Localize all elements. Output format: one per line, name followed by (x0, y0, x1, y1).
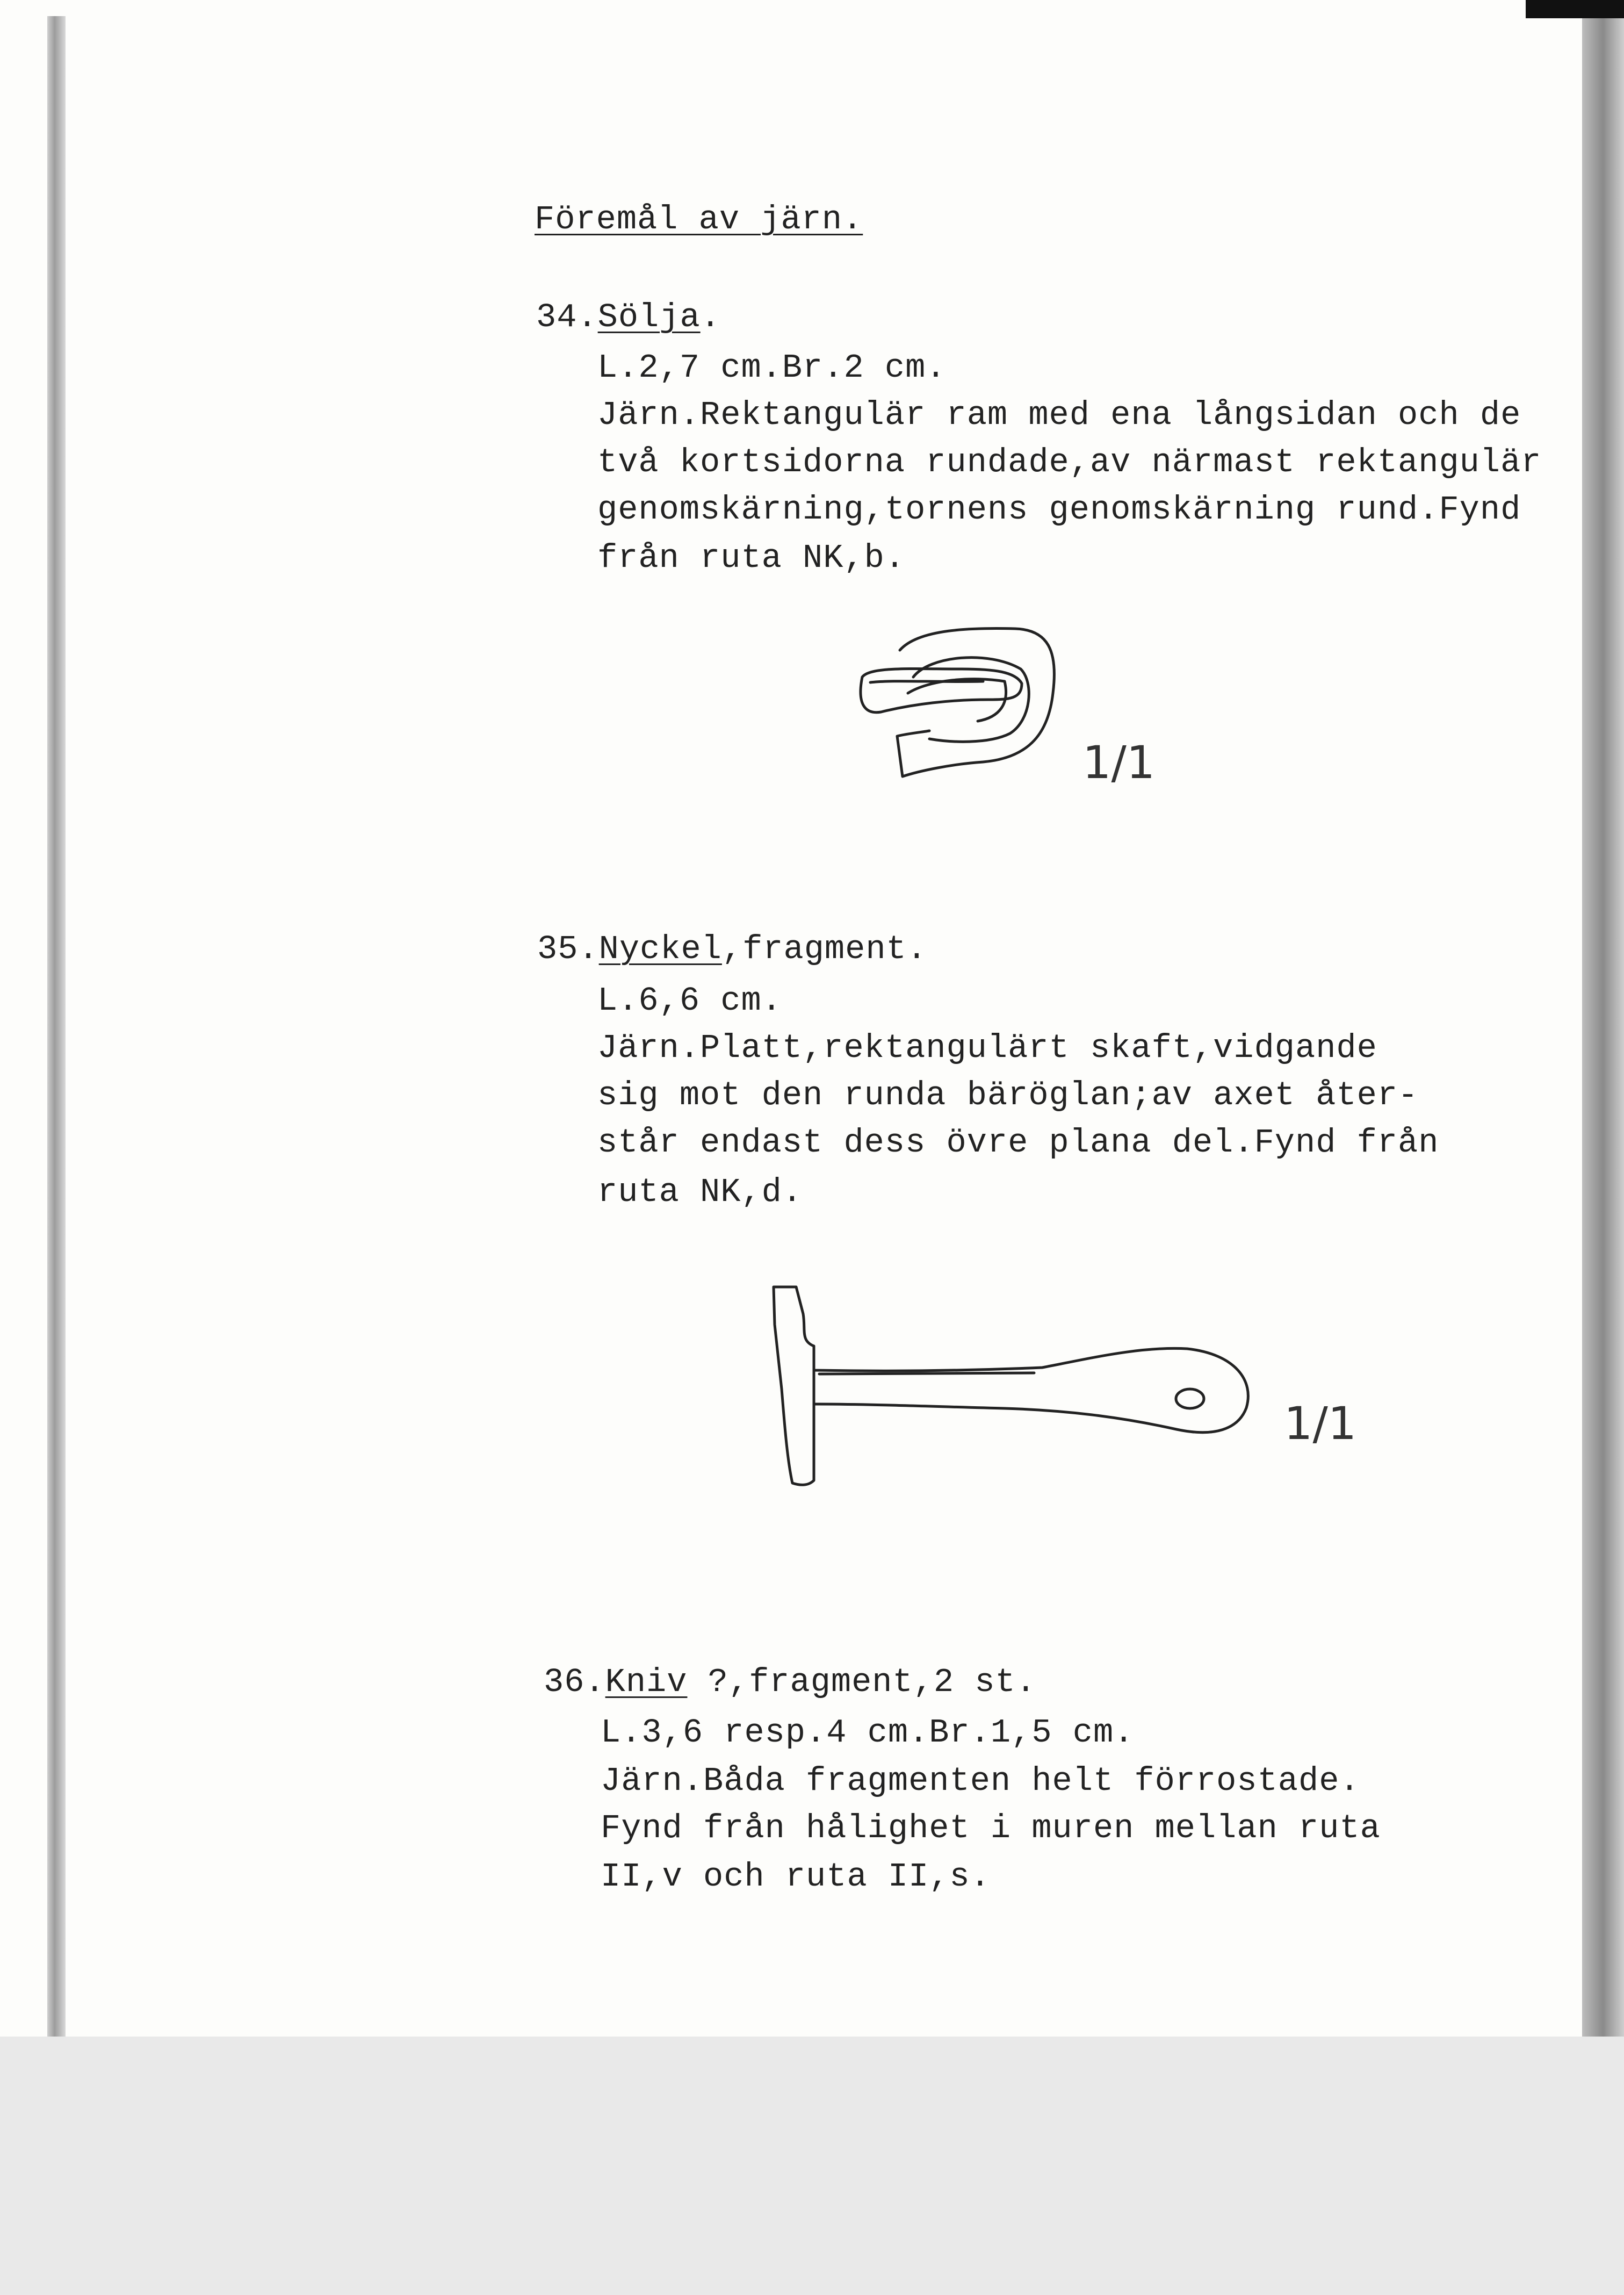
item-suffix: . (700, 298, 721, 336)
item-35-line: sig mot den runda bäröglan;av axet åter- (597, 1076, 1419, 1114)
item-36-line: L.3,6 resp.4 cm.Br.1,5 cm. (601, 1714, 1135, 1752)
scan-background (0, 2037, 1624, 2295)
scale-label: 1/1 (1284, 1397, 1357, 1450)
item-number: 34. (536, 298, 598, 336)
item-34-line: Järn.Rektangulär ram med ena långsidan och de (597, 396, 1521, 434)
binding-edge (47, 16, 66, 2037)
item-35-line: Järn.Platt,rektangulärt skaft,vidgande (597, 1029, 1377, 1067)
item-name: Sölja (597, 298, 701, 336)
item-34-line: två kortsidorna rundade,av närmast rektangulär (597, 443, 1542, 481)
item-35-line: står endast dess övre plana del.Fynd från (597, 1124, 1439, 1162)
item-35-line: L.6,6 cm. (597, 982, 782, 1020)
item-suffix: ?,fragment,2 st. (687, 1663, 1036, 1701)
key-drawing-icon (763, 1282, 1273, 1497)
item-34-line: från ruta NK,b. (597, 539, 906, 577)
scale-label: 1/1 (1082, 736, 1156, 789)
item-36-line: Fynd från hålighet i muren mellan ruta (601, 1809, 1381, 1847)
item-name: Kniv (605, 1663, 688, 1701)
item-35-line: ruta NK,d. (597, 1173, 803, 1211)
item-number: 36. (544, 1663, 605, 1701)
item-36-line: II,v och ruta II,s. (601, 1858, 991, 1896)
item-name: Nyckel (598, 930, 722, 968)
page-heading: Föremål av järn. (535, 200, 863, 239)
item-35-title (537, 930, 927, 968)
item-36-title (544, 1663, 1036, 1701)
item-34-line: L.2,7 cm.Br.2 cm. (597, 349, 947, 387)
page-edge-shadow (1582, 0, 1624, 2037)
corner-mark (1526, 0, 1624, 18)
item-34-line: genomskärning,tornens genomskärning rund.Fynd (597, 491, 1521, 529)
buckle-drawing-icon (849, 618, 1064, 801)
item-number: 35. (537, 930, 599, 968)
item-36-line: Järn.Båda fragmenten helt förrostade. (601, 1762, 1360, 1800)
item-34-title (536, 298, 721, 336)
item-suffix: ,fragment. (721, 930, 927, 968)
